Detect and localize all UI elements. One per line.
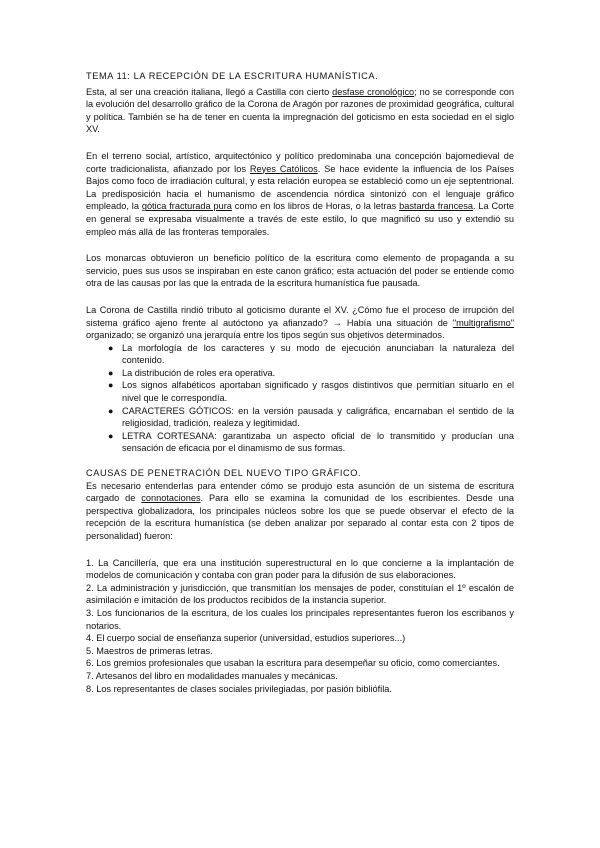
paragraph-social-context: En el terreno social, artístico, arquitectónico y político predominaba una concepción bajomedieval de corte tradicionalista, afianzado por los Reyes Católicos. Se hace evidente la influencia de los Países Bajos como foco de irradiación cultural, y esta relación europea se estableció como un eje septentrional. La predisposición hacia el humanismo de ascendencia nórdica sintonizó con el lenguaje gráfico empleado, la gótica fracturada pura como en los libros de Horas, o la letras bastarda francesa. La Corte en general se expresaba visualmente a través de este estilo, lo que magnificó su uso y extendió su empleo más allá de las fronteras temporales. (86, 150, 515, 237)
bullet-icon: ● (108, 430, 114, 441)
bullet-icon: ● (108, 380, 114, 391)
paragraph-monarchs: Los monarcas obtuvieron un beneficio político de la escritura como elemento de propaganda a su servicio, pues sus usos se inspiraban en este canon gráfico; esta actuación del poder se entiende como otra de las causas por las que la entrada de la escritura humanística fue pausada. (86, 253, 514, 289)
bullet-list (86, 342, 514, 455)
bullet-icon: ● (108, 342, 114, 353)
list-item: ● La morfología de los caracteres y su modo de ejecución anunciaban la naturaleza del contenido. (108, 342, 514, 366)
paragraph-intro: Esta, al ser una creación italiana, llegó a Castilla con cierto desfase cronológico; no se corresponde con la evolución del desarrollo gráfico de la Corona de Aragón por razones de proximidad geográfica, cultural y política. También se ha de tener en cuenta la impregnación del goticismo en esta sociedad en el siglo XV. (86, 86, 515, 135)
bullet-icon: ● (108, 367, 114, 378)
list-item: 3. Los funcionarios de la escritura, de los cuales los principales representantes fueron los escribanos y notarios. (86, 607, 514, 631)
list-item: ● CARACTERES GÓTICOS: en la versión pausada y caligráfica, encarnaban el sentido de la religiosidad, tradición, realeza y legitimidad. (108, 405, 514, 429)
list-item: 6. Los gremios profesionales que usaban la escritura para desempeñar su oficio, como comerciantes. (86, 658, 500, 669)
underlined-term: desfase cronológico (332, 86, 415, 97)
list-item: 1. La Cancillería, que era una institución superestructural en lo que concierne a la implantación de modelos de comunicación y contaba con gran poder para la difusión de sus elaboraciones. (86, 557, 514, 581)
list-item: 8. Los representantes de clases sociales privilegiadas, por pasión bibliófila. (86, 683, 392, 694)
paragraph-causes-intro: Es necesario entenderlas para entender cómo se produjo esta asunción de un sistema de escritura cargado de connotaciones. Para ello se examina la comunidad de los escribientes. Desde una perspectiva globalizadora, los principales núcleos sobre los que se puede observar el efecto de la recepción de la escritura humanística (se deben analizar por separado al contar esta con 2 tipos de personalidad) fueron: (86, 480, 514, 541)
document-body (86, 70, 514, 695)
section-title: CAUSAS DE PENETRACIÓN DEL NUEVO TIPO GRÁFICO. (86, 468, 362, 479)
list-item: ● LETRA CORTESANA: garantizaba un aspecto oficial de lo transmitido y producían una sensación de eficacia por el dinamismo de sus formas. (108, 430, 514, 454)
underlined-term: "multigrafismo" (452, 317, 514, 328)
bullet-icon: ● (108, 405, 114, 416)
list-item: 2. La administración y jurisdicción, que transmitían los mensajes de poder, constituían el 1º escalón de asimilación e imitación de los productos recibidos de la instancia superior. (86, 582, 514, 606)
causes-list (86, 557, 514, 696)
underlined-term: gótica fracturada pura (141, 201, 232, 212)
list-item: ● La distribución de roles era operativa. (108, 367, 276, 378)
list-item: 7. Artesanos del libro en modalidades manuales y mecánicas. (86, 670, 338, 681)
page-title: TEMA 11: LA RECEPCIÓN DE LA ESCRITURA HUMANÍSTICA. (86, 71, 379, 81)
paragraph-castile: La Corona de Castilla rindió tributo al goticismo durante el XV. ¿Cómo fue el proceso de irrupción del sistema gráfico ajeno frente al autóctono ya afianzado? → Había una situación de "multigrafismo" organizado; se organizó una jerarquía entre los tipos según sus objetivos determinados. (86, 304, 514, 341)
underlined-term: connotaciones (141, 493, 201, 504)
underlined-term: bastarda francesa (399, 201, 473, 212)
list-item: ● Los signos alfabéticos aportaban significado y rasgos distintivos que permitían situarlo en el nivel que le correspondía. (108, 380, 514, 404)
underlined-term: Reyes Católicos (249, 163, 318, 174)
list-item: 4. El cuerpo social de enseñanza superior (universidad, estudios superiores...) (86, 633, 406, 644)
list-item: 5. Maestros de primeras letras. (86, 645, 213, 656)
